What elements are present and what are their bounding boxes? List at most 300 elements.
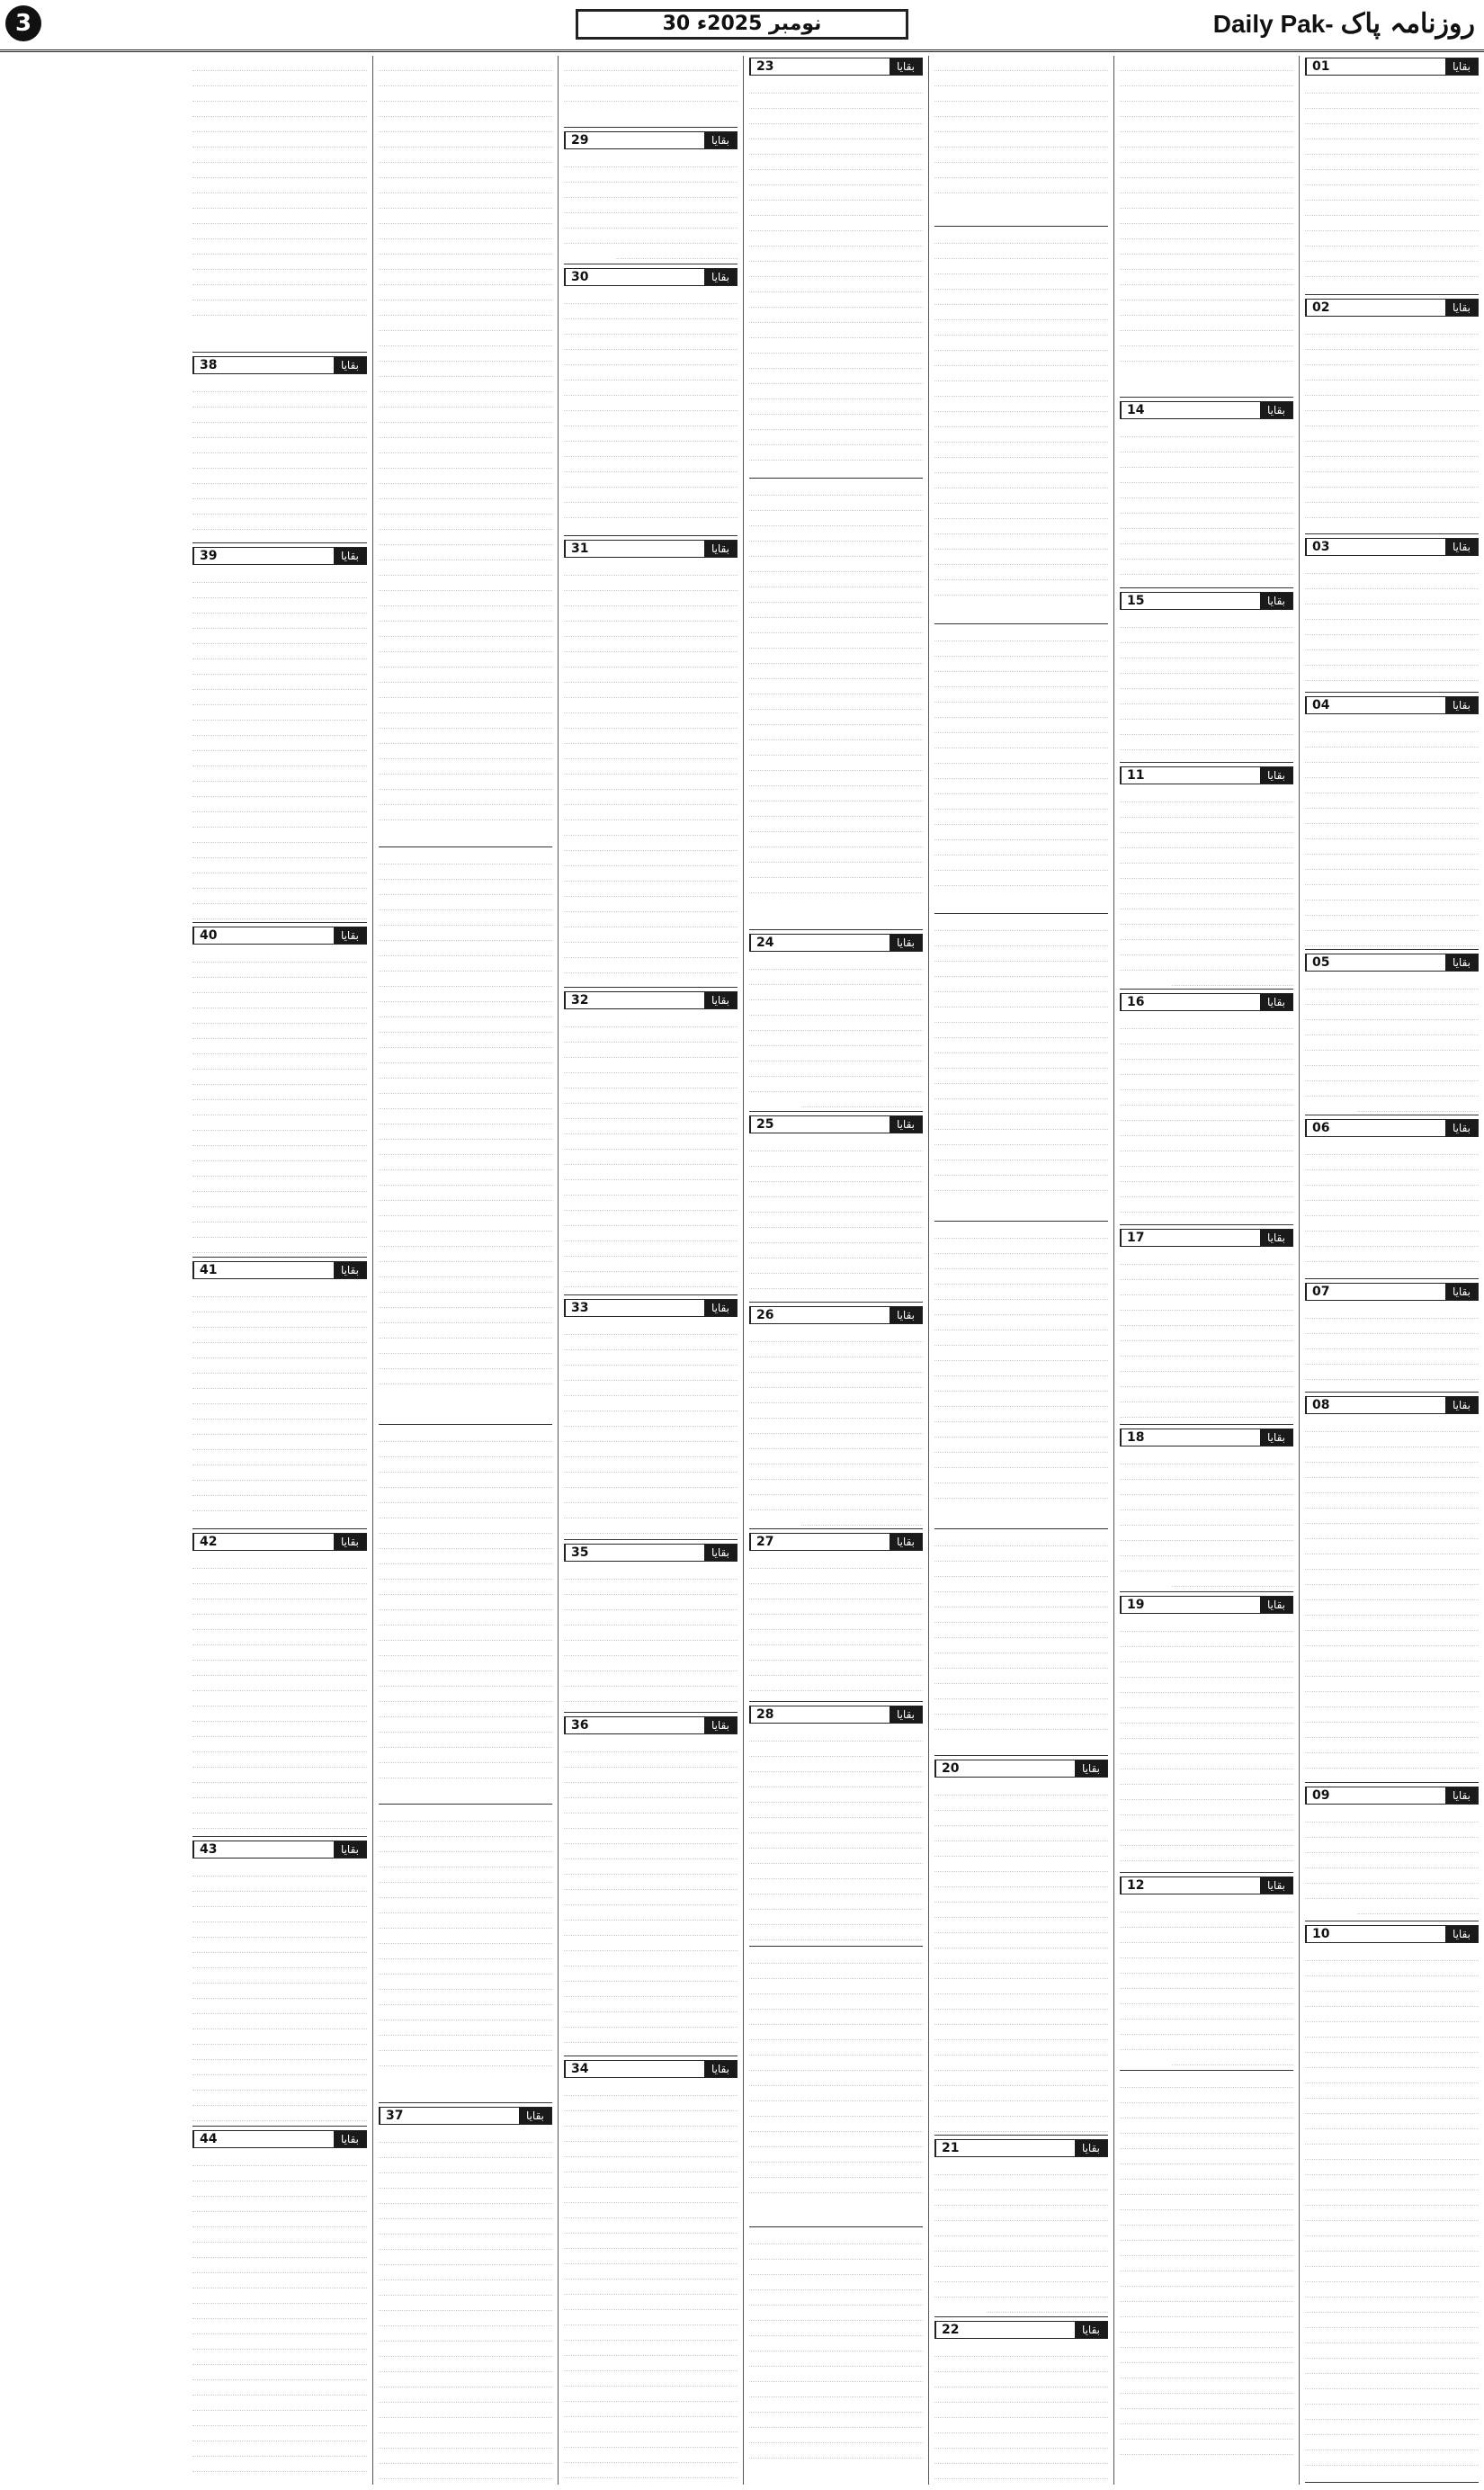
text-line xyxy=(1120,2195,1293,2210)
classified-ad xyxy=(1120,991,1293,1225)
text-line xyxy=(379,270,552,285)
text-line xyxy=(749,1772,923,1787)
text-line xyxy=(192,1984,367,1999)
text-line xyxy=(379,1626,552,1641)
text-line xyxy=(192,193,367,209)
text-line xyxy=(934,427,1108,443)
text-line xyxy=(379,148,552,163)
text-line xyxy=(564,652,738,667)
text-line xyxy=(564,1783,738,1798)
text-line xyxy=(379,987,552,1002)
text-line xyxy=(192,1938,367,1953)
text-line xyxy=(564,1119,738,1134)
text-line xyxy=(934,1069,1108,1084)
text-line xyxy=(379,2387,552,2403)
text-line xyxy=(934,2117,1108,2132)
text-line xyxy=(934,2206,1108,2221)
text-line xyxy=(1305,2022,1479,2038)
text-line xyxy=(749,1061,923,1077)
text-line xyxy=(1357,1380,1479,1389)
text-line xyxy=(564,698,738,713)
ad-header xyxy=(749,1306,923,1324)
text-line xyxy=(379,1549,552,1564)
text-line xyxy=(934,1223,1108,1239)
text-line xyxy=(1120,2333,1293,2348)
text-line xyxy=(564,2417,738,2432)
text-line xyxy=(192,1584,367,1599)
text-line xyxy=(379,2250,552,2265)
text-line xyxy=(1305,2175,1479,2190)
text-line xyxy=(1305,839,1479,855)
ad-columns xyxy=(0,56,1484,2485)
text-line xyxy=(379,1503,552,1518)
text-line xyxy=(934,1145,1108,1160)
text-line xyxy=(1305,155,1479,170)
text-line xyxy=(987,2479,1108,2485)
text-line xyxy=(934,228,1108,244)
text-line xyxy=(379,790,552,805)
text-line xyxy=(192,993,367,1008)
text-line xyxy=(379,2449,552,2464)
text-line xyxy=(934,1361,1108,1376)
text-line xyxy=(1120,818,1293,833)
classified-ad xyxy=(749,56,923,479)
text-line xyxy=(934,1577,1108,1592)
text-line xyxy=(1120,2440,1293,2455)
text-line xyxy=(1305,335,1479,350)
text-line xyxy=(934,1638,1108,1653)
ad-text-body xyxy=(934,916,1108,1196)
text-line xyxy=(1120,628,1293,643)
text-line xyxy=(379,2143,552,2158)
ad-number: 32 xyxy=(565,992,594,1008)
text-line xyxy=(1357,1262,1479,1276)
text-line xyxy=(192,102,367,117)
text-line xyxy=(749,1879,923,1894)
text-line xyxy=(1120,1136,1293,1151)
text-line xyxy=(564,1442,738,1457)
text-line xyxy=(1305,1600,1479,1616)
column-6 xyxy=(372,56,558,2485)
text-line xyxy=(749,1818,923,1833)
text-line xyxy=(1305,2435,1479,2450)
text-line xyxy=(564,2341,738,2356)
text-line xyxy=(1120,224,1293,239)
ad-header xyxy=(1305,1283,1479,1301)
ad-tag-label: بقایا xyxy=(1075,1760,1107,1777)
text-line xyxy=(192,1481,367,1496)
text-line xyxy=(934,473,1108,488)
text-line xyxy=(564,1768,738,1783)
text-line xyxy=(749,1449,923,1464)
text-line xyxy=(934,1438,1108,1453)
text-line xyxy=(1120,239,1293,255)
text-line xyxy=(934,320,1108,336)
text-line xyxy=(564,2432,738,2448)
text-line xyxy=(1305,1493,1479,1509)
text-line xyxy=(564,1798,738,1814)
text-line xyxy=(379,2235,552,2250)
ad-number: 43 xyxy=(193,1841,222,1858)
text-line xyxy=(192,1039,367,1054)
text-line xyxy=(749,710,923,725)
ad-text-body xyxy=(192,1861,367,2123)
text-line xyxy=(934,1964,1108,1979)
text-line xyxy=(1305,1186,1479,1201)
text-line xyxy=(564,1104,738,1119)
text-line xyxy=(192,1661,367,1676)
text-line xyxy=(749,511,923,526)
text-line xyxy=(1120,483,1293,498)
text-line xyxy=(564,1564,738,1580)
text-line xyxy=(934,86,1108,102)
ad-text-body xyxy=(192,568,367,919)
text-line xyxy=(934,1269,1108,1285)
text-line xyxy=(1305,974,1479,990)
ad-number: 09 xyxy=(1306,1787,1335,1804)
ad-tag-label: بقایا xyxy=(1445,954,1478,971)
text-line xyxy=(564,958,738,973)
ad-tag-label: بقایا xyxy=(1445,1926,1478,1942)
text-line xyxy=(934,672,1108,687)
text-line xyxy=(1120,2073,1293,2088)
text-line xyxy=(1120,362,1293,372)
ad-text-body xyxy=(192,947,367,1254)
text-line xyxy=(1120,2256,1293,2271)
text-line xyxy=(564,335,738,350)
text-line xyxy=(1305,472,1479,488)
text-line xyxy=(564,1626,738,1641)
text-line xyxy=(749,430,923,445)
text-line xyxy=(192,2166,367,2181)
ad-tag-label: بقایا xyxy=(1260,1429,1292,1446)
text-line xyxy=(1305,2405,1479,2420)
text-line xyxy=(379,698,552,713)
text-line xyxy=(1357,1899,1479,1914)
text-line xyxy=(1120,102,1293,117)
text-line xyxy=(934,2071,1108,2086)
text-line xyxy=(1305,1723,1479,1738)
text-line xyxy=(379,1868,552,1883)
text-line xyxy=(1120,2271,1293,2287)
ad-text-body xyxy=(192,1282,367,1526)
text-line xyxy=(192,2334,367,2350)
ad-text-body xyxy=(192,56,367,327)
text-line xyxy=(564,866,738,882)
text-line xyxy=(379,652,552,667)
text-line xyxy=(564,729,738,744)
page-header xyxy=(0,0,1484,52)
ad-tag-label: بقایا xyxy=(334,548,366,564)
classified-ad xyxy=(934,2319,1108,2485)
text-line xyxy=(379,1442,552,1457)
text-line xyxy=(192,1207,367,1223)
text-line xyxy=(1120,1556,1293,1572)
text-line xyxy=(934,1191,1108,1196)
text-line xyxy=(379,209,552,224)
text-line xyxy=(192,598,367,614)
text-line xyxy=(192,675,367,690)
text-line xyxy=(934,1130,1108,1145)
text-line xyxy=(934,534,1108,550)
text-line xyxy=(1120,1815,1293,1831)
text-line xyxy=(1120,560,1293,575)
ad-tag-label: بقایا xyxy=(704,1717,737,1733)
text-line xyxy=(564,943,738,958)
text-line xyxy=(749,2367,923,2382)
text-line xyxy=(934,163,1108,178)
text-line xyxy=(192,377,367,392)
ad-tag-label: بقایا xyxy=(1260,1597,1292,1613)
text-line xyxy=(1120,1197,1293,1213)
ad-header xyxy=(1305,299,1479,317)
text-line xyxy=(564,2012,738,2028)
text-line xyxy=(192,978,367,993)
text-line xyxy=(192,1146,367,1161)
text-line xyxy=(564,775,738,790)
text-line xyxy=(379,2433,552,2449)
text-line xyxy=(192,1100,367,1115)
text-line xyxy=(379,805,552,820)
text-line xyxy=(192,2426,367,2441)
ad-text-body xyxy=(934,1780,1108,2132)
text-line xyxy=(379,178,552,193)
text-line xyxy=(192,1465,367,1481)
text-line xyxy=(1120,1632,1293,1647)
text-line xyxy=(934,1084,1108,1099)
classified-ad xyxy=(749,1704,923,1947)
text-line xyxy=(1120,1044,1293,1060)
text-line xyxy=(749,480,923,496)
text-line xyxy=(1357,1097,1479,1112)
text-line xyxy=(1120,894,1293,909)
text-line xyxy=(1305,635,1479,650)
text-line xyxy=(1305,2343,1479,2359)
text-line xyxy=(934,117,1108,132)
text-line xyxy=(1305,1646,1479,1661)
ad-tag-label: بقایا xyxy=(1445,1397,1478,1413)
text-line xyxy=(192,614,367,629)
text-line xyxy=(192,2457,367,2472)
ad-number: 28 xyxy=(750,1706,779,1723)
text-line xyxy=(749,847,923,863)
text-line xyxy=(1120,2035,1293,2050)
text-line xyxy=(379,499,552,515)
text-line xyxy=(192,1554,367,1569)
text-line xyxy=(749,2260,923,2275)
text-line xyxy=(192,1907,367,1922)
ad-tag-label: بقایا xyxy=(334,1841,366,1858)
text-line xyxy=(749,461,923,475)
text-line xyxy=(934,1857,1108,1872)
text-line xyxy=(379,392,552,408)
text-line xyxy=(192,1814,367,1829)
ad-header xyxy=(564,1299,738,1317)
text-line xyxy=(1120,255,1293,270)
text-line xyxy=(749,618,923,633)
text-line xyxy=(749,2056,923,2071)
text-line xyxy=(379,163,552,178)
text-line xyxy=(1120,178,1293,193)
ad-text-body xyxy=(1120,1897,1293,2067)
text-line xyxy=(749,1403,923,1419)
ad-number: 08 xyxy=(1306,1397,1335,1413)
text-line xyxy=(564,2157,738,2172)
text-line xyxy=(749,970,923,985)
text-line xyxy=(564,1687,738,1702)
text-line xyxy=(1305,1247,1479,1262)
text-line xyxy=(749,2413,923,2428)
text-line xyxy=(1120,735,1293,750)
text-line xyxy=(1305,109,1479,124)
text-line xyxy=(379,102,552,117)
text-line xyxy=(564,1134,738,1150)
text-line xyxy=(749,985,923,1000)
text-line xyxy=(564,713,738,729)
text-line xyxy=(192,86,367,102)
text-line xyxy=(192,1737,367,1752)
text-line xyxy=(564,1737,738,1752)
ad-number: 17 xyxy=(1121,1230,1149,1246)
classified-ad xyxy=(934,228,1108,624)
text-line xyxy=(749,817,923,832)
text-line xyxy=(1305,990,1479,1005)
text-line xyxy=(379,972,552,987)
text-line xyxy=(379,1687,552,1702)
text-line xyxy=(749,771,923,786)
ad-text-body xyxy=(1120,1014,1293,1222)
text-line xyxy=(749,587,923,603)
ad-tag-label: بقایا xyxy=(1445,539,1478,555)
text-line xyxy=(1305,778,1479,793)
text-line xyxy=(564,1473,738,1488)
text-line xyxy=(379,1201,552,1216)
text-line xyxy=(564,790,738,805)
text-line xyxy=(1120,1464,1293,1480)
text-line xyxy=(379,453,552,469)
text-line xyxy=(749,1388,923,1403)
text-line xyxy=(564,744,738,759)
text-line xyxy=(1305,2466,1479,2479)
text-line xyxy=(192,2181,367,2197)
classified-ad xyxy=(1305,1281,1479,1393)
ad-text-body xyxy=(749,954,923,1108)
text-line xyxy=(192,1706,367,1722)
text-line xyxy=(934,657,1108,672)
text-line xyxy=(749,1894,923,1910)
text-line xyxy=(1305,1868,1479,1884)
text-line xyxy=(934,71,1108,86)
text-line xyxy=(379,2265,552,2280)
classified-ad xyxy=(1305,694,1479,950)
text-line xyxy=(934,703,1108,718)
text-line xyxy=(379,331,552,346)
text-line xyxy=(379,1155,552,1170)
text-line xyxy=(564,1058,738,1073)
text-line xyxy=(934,2086,1108,2101)
text-line xyxy=(564,1241,738,1257)
classified-ad xyxy=(1305,536,1479,693)
text-line xyxy=(749,1000,923,1016)
ad-header xyxy=(1305,696,1479,714)
text-line xyxy=(564,1966,738,1982)
text-line xyxy=(192,889,367,904)
ad-number: 36 xyxy=(565,1717,594,1733)
text-line xyxy=(1305,1020,1479,1035)
text-line xyxy=(379,910,552,926)
ad-header xyxy=(1305,1787,1479,1805)
classified-ad xyxy=(1305,1117,1479,1279)
text-line xyxy=(192,239,367,255)
text-line xyxy=(379,880,552,895)
text-line xyxy=(934,1903,1108,1918)
text-line xyxy=(749,1016,923,1031)
text-line xyxy=(379,285,552,300)
classified-ad xyxy=(749,1304,923,1529)
text-line xyxy=(564,198,738,213)
text-line xyxy=(1305,1976,1479,1992)
text-line xyxy=(1120,1357,1293,1372)
text-line xyxy=(564,1641,738,1656)
classified-ad xyxy=(934,626,1108,914)
text-line xyxy=(564,472,738,488)
text-line xyxy=(1305,231,1479,246)
text-line xyxy=(1305,411,1479,426)
text-line xyxy=(1120,1754,1293,1769)
text-line xyxy=(934,1115,1108,1130)
text-line xyxy=(1305,1319,1479,1334)
text-line xyxy=(379,2036,552,2051)
text-line xyxy=(192,1645,367,1661)
text-line xyxy=(1120,848,1293,864)
text-line xyxy=(1305,488,1479,503)
text-line xyxy=(1120,1662,1293,1678)
column-1 xyxy=(1299,56,1484,2485)
text-line xyxy=(564,381,738,396)
text-line xyxy=(564,518,738,533)
text-line xyxy=(1120,1387,1293,1402)
text-line xyxy=(749,572,923,587)
text-line xyxy=(564,2127,738,2142)
text-line xyxy=(934,1994,1108,2010)
ad-text-body xyxy=(1305,1303,1479,1389)
text-line xyxy=(379,1975,552,1990)
text-line xyxy=(749,139,923,155)
text-line xyxy=(192,148,367,163)
text-line xyxy=(1305,1005,1479,1020)
column-2 xyxy=(1113,56,1299,2485)
text-line xyxy=(1120,1249,1293,1265)
text-line xyxy=(1305,2160,1479,2175)
classified-ad xyxy=(1305,1923,1479,2483)
text-line xyxy=(379,2372,552,2387)
text-line xyxy=(749,323,923,338)
text-line xyxy=(192,1722,367,1737)
text-line xyxy=(379,1002,552,1017)
ad-number: 40 xyxy=(193,927,222,944)
classified-ad xyxy=(192,1839,367,2127)
text-line xyxy=(379,941,552,956)
text-line xyxy=(934,2190,1108,2206)
ad-number: 34 xyxy=(565,2061,594,2077)
text-line xyxy=(801,1691,923,1698)
text-line xyxy=(934,641,1108,657)
text-line xyxy=(749,2397,923,2413)
text-line xyxy=(564,683,738,698)
text-line xyxy=(1305,666,1479,681)
ad-text-body xyxy=(1120,56,1293,372)
classified-ad xyxy=(749,1948,923,2227)
